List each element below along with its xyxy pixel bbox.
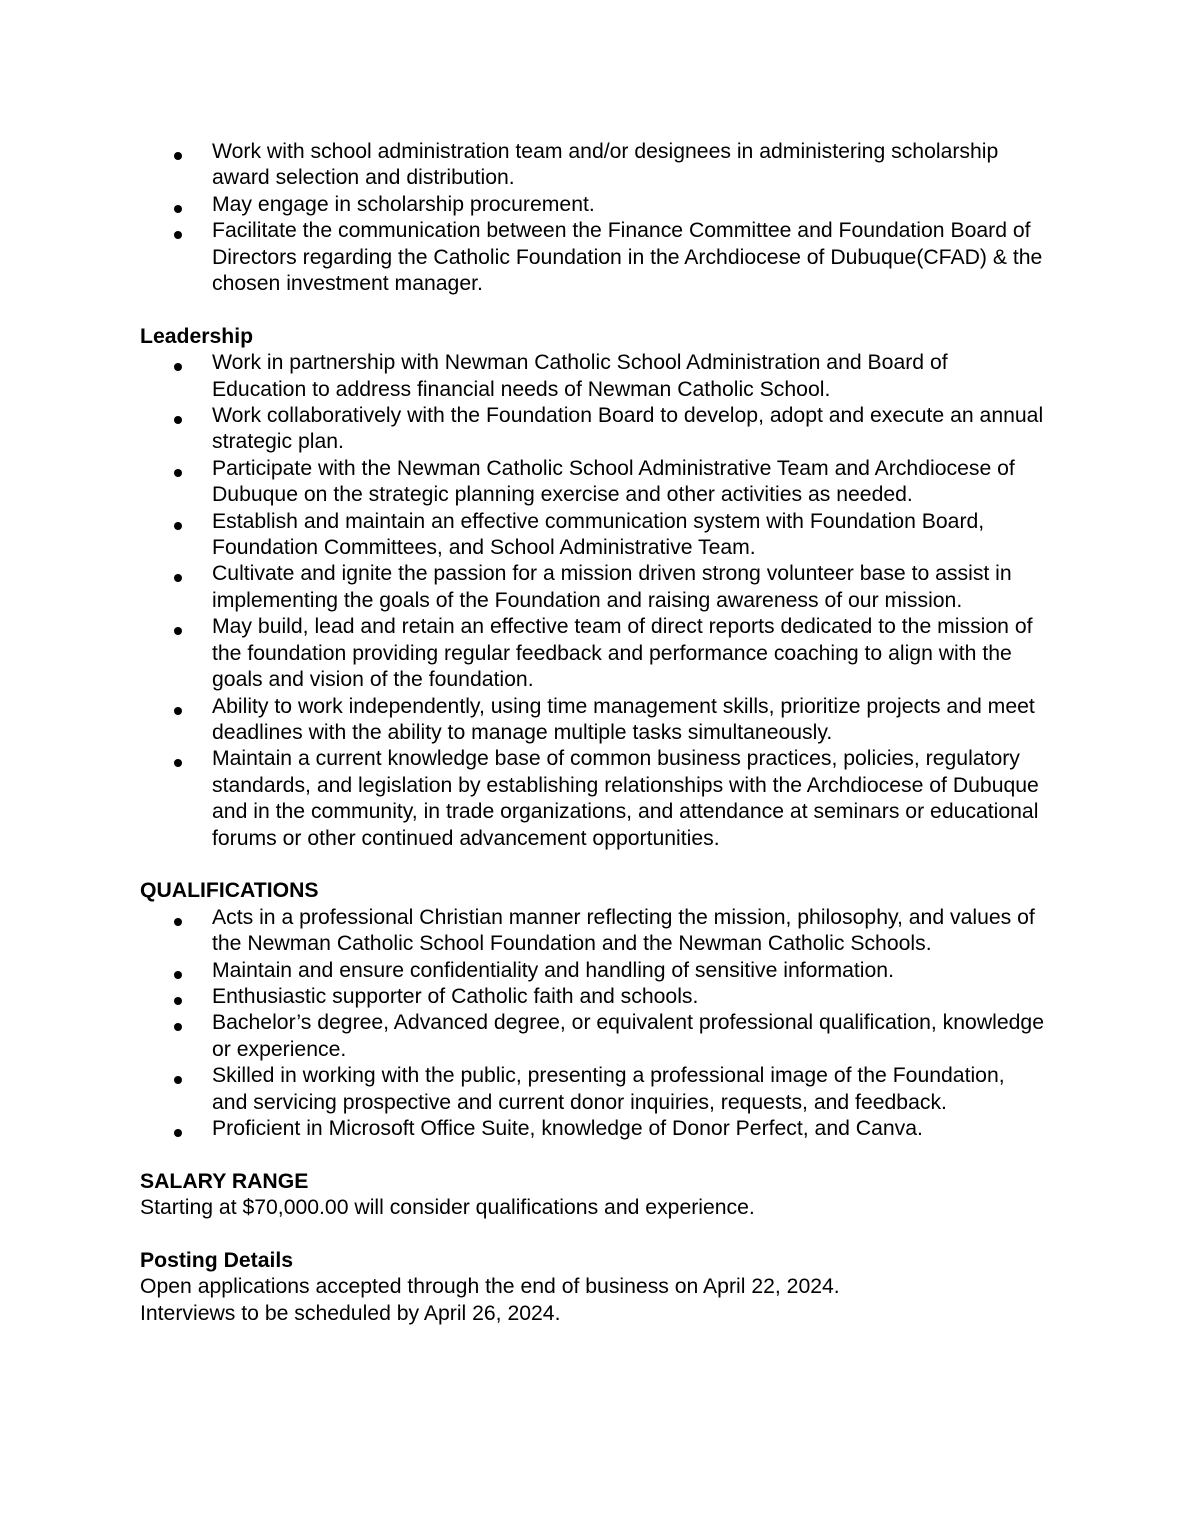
section-heading: QUALIFICATIONS [140,879,319,903]
bullet-icon [174,627,182,635]
bullet-item [140,614,1045,693]
bullet-icon [174,971,182,979]
bullet-text: Ability to work independently, using time management skills, prioritize projects and meet deadlines with the ability to manage multiple tasks simultaneously. [212,694,1035,744]
bullet-text: Cultivate and ignite the passion for a mission driven strong volunteer base to assist in implementing the goals of the Foundation and raising awareness of our mission. [212,562,1012,612]
bullet-text: Work with school administration team and/or designees in administering scholarship award selection and distribution. [212,140,999,190]
document-content [140,139,1045,1327]
bullet-icon [174,574,182,582]
bullet-text: May build, lead and retain an effective team of direct reports dedicated to the mission of the foundation providing regular feedback and performance coaching to align with the goals and vision of the foundation. [212,615,1033,692]
bullet-icon [174,152,182,160]
bullet-text: Facilitate the communication between the Finance Committee and Foundation Board of Directors regarding the Catholic Foundation in the Archdiocese of Dubuque(CFAD) & the chosen investment manager. [212,219,1043,296]
section-heading: Posting Details [140,1249,294,1272]
bullet-item [140,1010,1045,1063]
bullet-item [140,509,1045,562]
section-heading: Leadership [140,324,254,348]
bullet-item [140,403,1045,456]
bullet-text: Proficient in Microsoft Office Suite, knowledge of Donor Perfect, and Canva. [212,1117,923,1140]
bullet-text: Enthusiastic supporter of Catholic faith and schools. [212,984,699,1008]
paragraph: Open applications accepted through the end of business on April 22, 2024. [140,1275,840,1299]
bullet-icon [174,918,182,926]
bullet-text: Maintain a current knowledge base of common business practices, policies, regulatory standards, and legislation by establishing relationships with the Archdiocese of Dubuque and in the community, in trade organizations, and attendance at seminars or educational forums or other continued advancement opportunities. [212,747,1039,850]
bullet-icon [174,1023,182,1031]
bullet-icon [174,205,182,213]
bullet-text: Maintain and ensure confidentiality and handling of sensitive information. [212,958,894,982]
bullet-icon [174,1076,182,1084]
section-qualifications [140,878,1045,1142]
section-posting-details [140,1248,1045,1327]
bullet-item [140,139,1045,192]
bullet-item [140,192,1045,218]
bullet-item [140,905,1045,958]
paragraph: Starting at $70,000.00 will consider qualifications and experience. [140,1196,755,1220]
bullet-item [140,958,1045,984]
bullet-item [140,218,1045,297]
section-bullet-block-1 [140,139,1045,297]
section-leadership [140,324,1045,852]
bullet-item [140,984,1045,1010]
paragraph: Interviews to be scheduled by April 26, 2024. [140,1301,561,1325]
bullet-text: Skilled in working with the public, presenting a professional image of the Foundation, and servicing prospective and current donor inquiries, requests, and feedback. [212,1064,1005,1114]
bullet-item [140,1063,1045,1116]
bullet-item [140,561,1045,614]
bullet-text: Work in partnership with Newman Catholic School Administration and Board of Education to address financial needs of Newman Catholic School. [212,351,948,401]
bullet-item [140,456,1045,509]
bullet-icon [174,363,182,371]
bullet-list [140,905,1045,1143]
bullet-list [140,139,1045,297]
bullet-text: Participate with the Newman Catholic School Administrative Team and Archdiocese of Dubuque on the strategic planning exercise and other activities as needed. [212,456,1015,507]
bullet-icon [174,522,182,530]
bullet-list [140,350,1045,852]
bullet-text: Work collaboratively with the Foundation Board to develop, adopt and execute an annual strategic plan. [212,404,1044,454]
bullet-icon [174,1129,182,1137]
bullet-icon [174,759,182,767]
bullet-text: Bachelor’s degree, Advanced degree, or equivalent professional qualification, knowledge or experience. [212,1011,1044,1061]
section-salary-range [140,1169,1045,1222]
bullet-item [140,350,1045,403]
bullet-icon [174,997,182,1005]
bullet-text: Acts in a professional Christian manner reflecting the mission, philosophy, and values of the Newman Catholic School Foundation and the Newman Catholic Schools. [212,905,1035,956]
bullet-item [140,746,1045,852]
bullet-text: Establish and maintain an effective communication system with Foundation Board, Foundation Committees, and School Administrative Team. [212,509,985,560]
bullet-icon [174,231,182,239]
section-heading: SALARY RANGE [140,1169,309,1193]
bullet-icon [174,469,182,477]
bullet-icon [174,416,182,424]
bullet-item [140,694,1045,747]
bullet-item [140,1116,1045,1142]
bullet-icon [174,707,182,715]
bullet-text: May engage in scholarship procurement. [212,192,595,216]
